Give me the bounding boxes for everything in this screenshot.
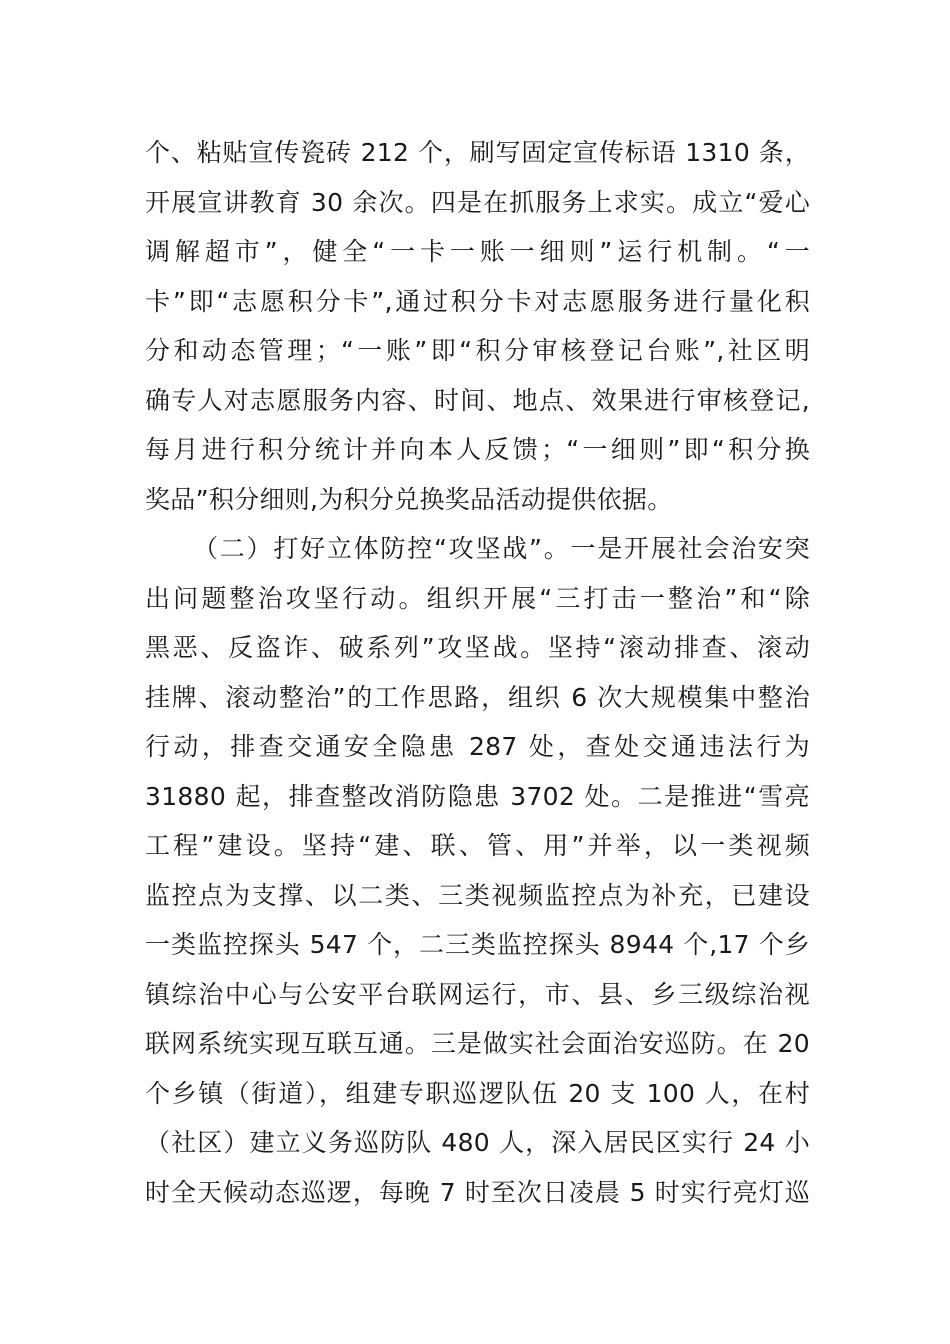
paragraph-line: 工程”建设。坚持“建、联、管、用”并举，以一类视频	[145, 831, 810, 860]
paragraph-line: 出问题整治攻坚行动。组织开展“三打击一整治”和“除	[145, 583, 810, 613]
paragraph-line: 个、粘贴宣传瓷砖 212 个，刷写固定宣传标语 1310 条，	[145, 138, 810, 167]
paragraph-line: 每月进行积分统计并向本人反馈；“一细则”即“积分换	[145, 435, 810, 464]
paragraph-line: 挂牌、滚动整治”的工作思路，组织 6 次大规模集中整治	[145, 682, 810, 712]
paragraph-line: 奖品”积分细则,为积分兑换奖品活动提供依据。	[145, 484, 673, 514]
paragraph-line: 行动，排查交通安全隐患 287 处，查处交通违法行为	[145, 732, 810, 761]
paragraph-line: （社区）建立义务巡防队 480 人，深入居民区实行 24 小	[145, 1128, 810, 1157]
paragraph-line: 调解超市”，健全“一卡一账一细则”运行机制。“一	[145, 237, 810, 266]
paragraph-line: 31880 起，排查整改消防隐患 3702 处。二是推进“雪亮	[145, 781, 810, 811]
paragraph-line: 监控点为支撑、以二类、三类视频监控点为补充，已建设	[145, 880, 810, 910]
paragraph-line: 镇综治中心与公安平台联网运行，市、县、乡三级综治视	[145, 979, 810, 1009]
paragraph-line: 卡”即“志愿积分卡”,通过积分卡对志愿服务进行量化积	[145, 286, 810, 316]
paragraph-line: 黑恶、反盗诈、破系列”攻坚战。坚持“滚动排查、滚动	[145, 633, 810, 662]
paragraph-line: 开展宣讲教育 30 余次。四是在抓服务上求实。成立“爱心	[145, 187, 810, 217]
body-text	[145, 128, 810, 1217]
paragraph-line: 时全天候动态巡逻，每晚 7 时至次日凌晨 5 时实行亮灯巡	[145, 1177, 810, 1207]
paragraph-line: （二）打好立体防控“攻坚战”。一是开展社会治安突	[193, 534, 810, 563]
paragraph-line: 分和动态管理；“一账”即“积分审核登记台账”,社区明	[145, 336, 810, 365]
paragraph-line: 联网系统实现互联互通。三是做实社会面治安巡防。在 20	[145, 1029, 810, 1058]
paragraph-line: 确专人对志愿服务内容、时间、地点、效果进行审核登记,	[145, 385, 810, 415]
paragraph-line: 一类监控探头 547 个，二三类监控探头 8944 个,17 个乡	[145, 930, 810, 959]
paragraph-line: 个乡镇（街道），组建专职巡逻队伍 20 支 100 人，在村	[145, 1078, 810, 1108]
